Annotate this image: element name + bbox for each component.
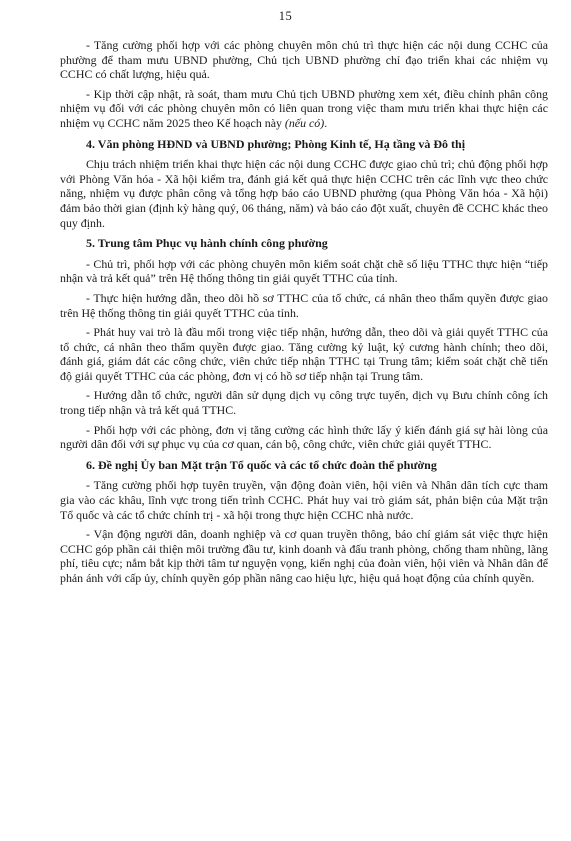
section-6 [60, 458, 548, 586]
paragraph: - Phát huy vai trò là đầu mối trong việc tiếp nhận, hướng dẫn, theo dõi và giải quyết TTHC của tổ chức, cá nhân theo thẩm quyền được giao. Tăng cường kỷ luật, kỷ cương hành chính; theo dõi, đánh giá, giám dát các công chức, viên chức tiếp nhận TTHC tại Trung tâm; kiểm soát chặt chẽ tiến độ giải quyết TTHC của các phòng, đơn vị có hồ sơ tiếp nhận tại Trung tâm. [60, 325, 548, 383]
paragraph: - Hướng dẫn tổ chức, người dân sử dụng dịch vụ công trực tuyến, dịch vụ Bưu chính công ích trong tiếp nhận và trả kết quả TTHC. [60, 388, 548, 418]
section-continuation [60, 38, 548, 131]
section-heading: 4. Văn phòng HĐND và UBND phường; Phòng Kinh tế, Hạ tầng và Đô thị [86, 136, 466, 151]
page-number: 15 [278, 9, 293, 23]
paragraph: - Tăng cường phối hợp với các phòng chuyên môn chủ trì thực hiện các nội dung CCHC của phường để tham mưu UBND phường, Chủ tịch UBND phường chỉ đạo triển khai các nhiệm vụ CCHC có chất lượng, hiệu quả. [60, 38, 548, 82]
paragraph: - Phối hợp với các phòng, đơn vị tăng cường các hình thức lấy ý kiến đánh giá sự hài lòng của người dân đối với sự phục vụ của cơ quan, cán bộ, công chức, viên chức giải quyết TTHC. [60, 422, 548, 452]
section-4 [60, 137, 548, 231]
document-body [60, 38, 548, 591]
italic-note: (nếu có) [284, 115, 325, 130]
paragraph-end: . [324, 115, 328, 130]
paragraph: - Vận động người dân, doanh nghiệp và cơ quan truyền thông, báo chí giám sát việc thực hiện CCHC góp phần cải thiện môi trường đầu tư, kinh doanh và đấu tranh phòng, chống tham nhũng, lãng phí, tiêu cực; nắm bắt kịp thời tâm tư nguyện vọng, kiến nghị của đoàn viên, hội viên và Nhân dân để phản ánh với cấp ủy, chính quyền góp phần nâng cao hiệu lực, hiệu quả hoạt động của chính quyền. [60, 527, 548, 585]
paragraph: - Thực hiện hướng dẫn, theo dõi hồ sơ TTHC của tổ chức, cá nhân theo thẩm quyền được giao trên Hệ thống thông tin giải quyết TTHC của tỉnh. [60, 290, 548, 320]
section-5 [60, 236, 548, 452]
paragraph-text: - Kịp thời cập nhật, rà soát, tham mưu Chủ tịch UBND phường xem xét, điều chỉnh phân công nhiệm vụ đối với các phòng chuyên môn có liên quan trong việc tham mưu triển khai thực hiện các nhiệm vụ CCHC năm 2025 theo Kế hoạch này [60, 86, 548, 130]
paragraph: Chịu trách nhiệm triển khai thực hiện các nội dung CCHC được giao chủ trì; chủ động phối hợp với Phòng Văn hóa - Xã hội kiểm tra, đánh giá kết quả thực hiện CCHC trên các lĩnh vực theo chức năng, nhiệm vụ được phân công và tổng hợp báo cáo UBND phường (qua Phòng Văn hóa - Xã hội) đảm bảo thời gian (định kỳ hàng quý, 06 tháng, năm) và báo cáo đột xuất, chuyên đề CCHC khác theo quy định. [60, 157, 548, 230]
paragraph: - Chủ trì, phối hợp với các phòng chuyên môn kiểm soát chặt chẽ số liệu TTHC thực hiện “tiếp nhận và trả kết quả” trên Hệ thống thông tin giải quyết TTHC của tỉnh. [60, 256, 548, 286]
section-heading: 5. Trung tâm Phục vụ hành chính công phường [86, 236, 328, 251]
section-heading: 6. Đề nghị Ủy ban Mặt trận Tổ quốc và các tổ chức đoàn thể phường [86, 457, 437, 472]
paragraph [60, 87, 548, 131]
paragraph: - Tăng cường phối hợp tuyên truyền, vận động đoàn viên, hội viên và Nhân dân tích cực tham gia vào các khâu, lĩnh vực trong tiến trình CCHC. Phát huy vai trò giám sát, phản biện của Mặt trận Tổ quốc và các tổ chức chính trị - xã hội trong thực hiện CCHC nhà nước. [60, 478, 548, 522]
